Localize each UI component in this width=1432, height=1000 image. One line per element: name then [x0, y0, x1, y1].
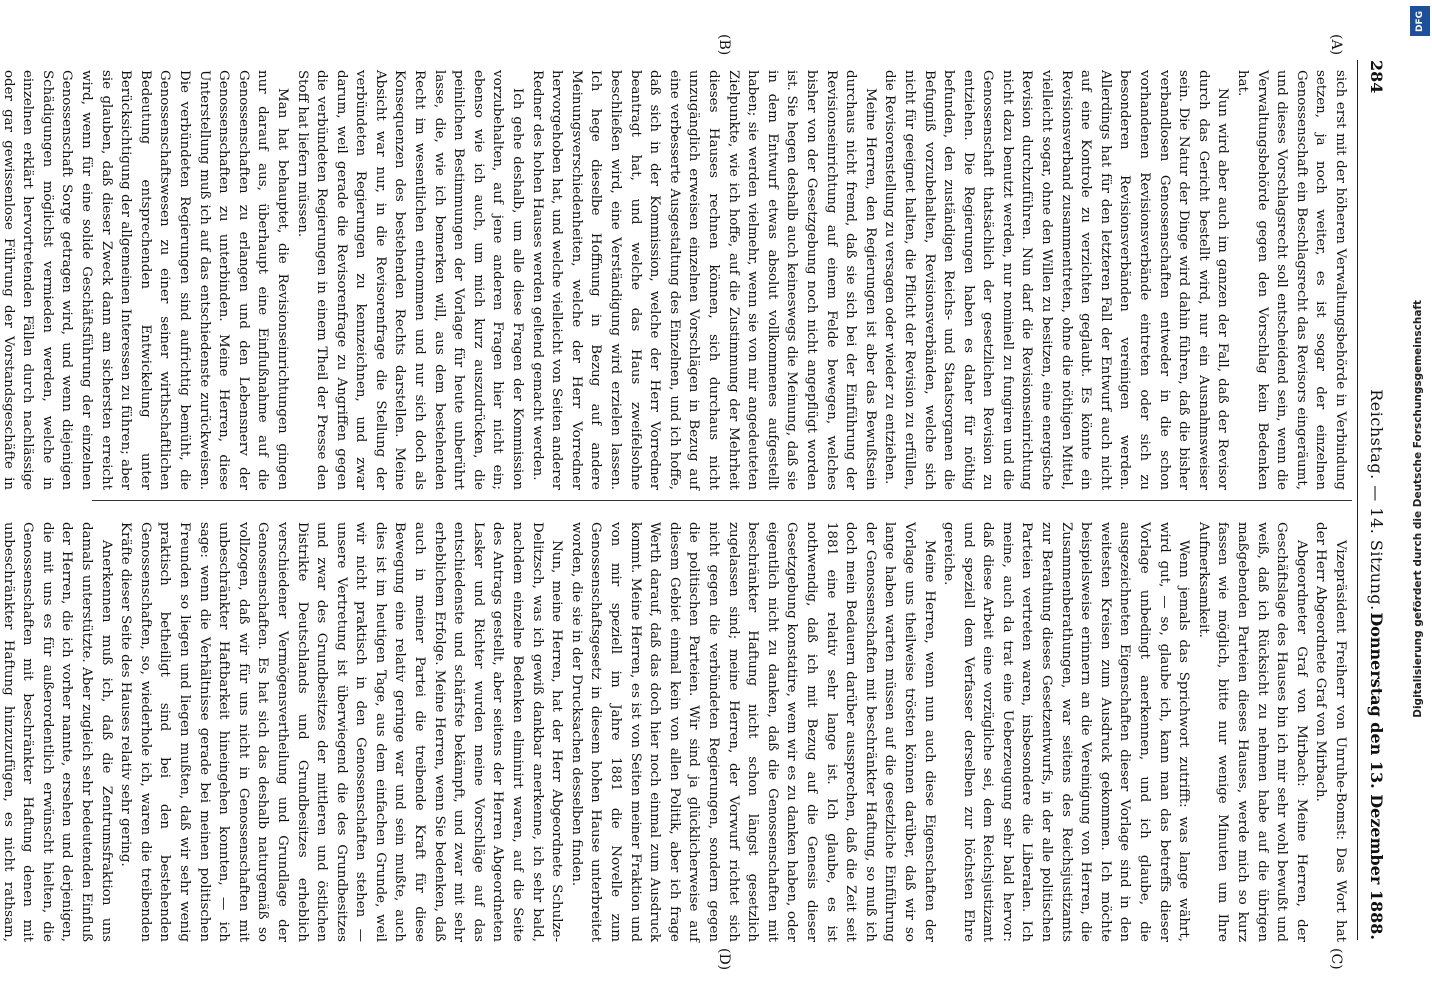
right-column — [0, 522, 1350, 942]
paragraph: Nun wird aber auch im ganzen der Fall, daß der Revisor durch das Gericht bestellt wird, nur ein Ausnahmsweiser sein. Die Natur der Dinge wird dahin führen, daß die bisher verbandlosen Genossenschaften entweder in die schon vorhandenen Revisionsverbände eintreten oder sich zu besonderen Revisionsverbänden vereinigen werden. Allerdings hat für den letzteren Fall der Entwurf auch nicht auf eine Kontrole zu verzichten geglaubt. Es könnte ein Revisionsverband zusammentreten, ohne die nöthigen Mittel, vielleicht sogar, ohne den Willen zu besitzen, eine energische Revision durchzuführen. Nun darf die Revisionseinrichtung nicht dazu benutzt werden, nur nominell zu fungiren und die Genossenschaft thatsächlich der gesetzlichen Revision zu entziehen. Die Regierungen haben es daher für nöthig befunden, den zuständigen Reichs- und Staatsorganen die Befugniß vorzubehalten, Revisionsverbänden, welche sich nicht für geeignet halten, die Pflicht der Revision zu erfüllen, die Revisorenstellung zu versagen oder wieder zu entziehen. — [882, 70, 1231, 490]
margin-marker-b: (B) — [716, 34, 732, 56]
paragraph: Nun, meine Herren, hat der Herr Abgeordnete Schulze-Delitzsch, was ich gewiß dankbar anerkenne, ich sehr bald, nachdem einzelne Bedenken eliminirt waren, auf die Seite des Antrags gestellt, aber seitens der Herren Abgeordneten Lasker und Richter wurden meine Vorschläge auf das entschiedenste und schärfste bekämpft, und zwar mit sehr erheblichem Erfolge. Meine Herren, wenn Sie bedenken, daß auch in meiner Partei die treibende Kraft für diese Bewegung eine relativ geringe war und sein mußte, auch dies ist im heutigen Tage, aus dem einfachen Grunde, weil wir nicht praktisch in den Genossenschaften stehen — unsere Vertretung ist überwiegend die des Grundbesitzes und zwar des Grundbesitzes der mittleren und östlichen Distrikte Deutschlands und Grundbesitzes erheblich verschiedener Vermögensvertheilung und Grundlage der Genossenschaften. Es hat sich das deshalb naturgemäß so vollzogen, daß wir für uns nicht in Genossenschaften mit unbeschränkter Haftbarkeit hineingehen konnten, — ich sage: wenn die Verhältnisse gerade bei meinen politischen Freunden so liegen und liegen mußten, daß wir sehr wenig praktisch betheiligt sind bei den bestehenden Genossenschaften, so, wiederhole ich, waren die treibenden Kräfte dieser Seite des Hauses relativ sehr gering. — [118, 522, 565, 942]
left-column — [0, 70, 1350, 490]
paragraph: Vizepräsident Freiherr von Unruhe-Bomst: Das Wort hat der Herr Abgeordnete Graf von Mirbach. — [1313, 522, 1348, 942]
paragraph: Abgeordneter Graf von Mirbach: Meine Herren, der Geschäftslage des Hauses bin ich mir sehr wohl bewußt und weiß, daß ich Rücksicht zu nehmen habe auf die übrigen maßgebenden Parteien dieses Hauses, werde mich so kurz fassen wie möglich, bitte nur wenige Minuten um Ihre Aufmerksamkeit. — [1195, 522, 1309, 942]
digitization-credit-text: Digitalisierung gefördert durch die Deutsche Forschungsgemeinschaft — [1412, 300, 1424, 718]
paragraph: Meine Herren, den Regierungen ist aber das Bewußtsein durchaus nicht fremd, daß sie sich bei der Einführung der Revisionseinrichtung auf einem Felde bewegen, welches bisher von der Gesetzgebung noch nicht angepflügt worden ist. Sie hegen deshalb auch keineswegs die Meinung, daß sie in dem Entwurf etwas absolut vollkommenes aufgestellt haben; sie werden vielmehr, wenn sie von mir angedeuteten Zielpunkte, wie ich hoffe, auf die Zustimmung der Mehrheit dieses Hauses rechnen können, sich durchaus nicht unzugänglich erweisen einzelnen Vorschlägen in Bezug auf eine verbesserte Ausgestaltung des Einzelnen, und ich hoffe, daß sich in der Kommission, welche der Herr Vorredner beantragt hat, und welche das Haus zweifelsohne beschließen wird, eine Verständigung wird erzielen lassen. Ich hege dieselbe Hoffnung in Bezug auf andere Meinungsverschiedenheiten, welche der Herr Vorredner hervorgehoben hat, und welche vielleicht von Seiten anderer Redner des hohen Hauses werden geltend gemacht werden. — [529, 70, 878, 490]
page-title: Reichstag. — 14. Sitzung. — [1367, 389, 1386, 611]
margin-marker-a: (A) — [1328, 34, 1344, 56]
dfg-logo-icon: DFG — [1410, 6, 1430, 36]
page-date: Donnerstag den 13. Dezember 1888. — [1367, 612, 1386, 940]
paragraph: Ich gehe deshalb, um alle diese Fragen der Kommission vorzubehalten, auf jene anderen Fragen hier nicht ein; ebenso wie ich auch, um mich kurz auszudrücken, die peinlichen Bestimmungen der Vorlage für heute unberührt lasse, die, wie ich bemerken will, aus dem bestehenden Recht im wesentlichen entnommen und nur sich doch als Konsequenzen des bestehenden Rechts darstellen. Meine Absicht war nur, in die Revisorenfrage die Stellung der verbündeten Regierungen zu kennzeichnen, und zwar darum, weil gerade die Revisorenfrage zu Angriffen gegen die verbündeten Regierungen in einem Theil der Presse den Stoff hat liefern müssen. — [294, 70, 526, 490]
paragraph: Meine Herren, wenn nun auch diese Eigenschaften der Vorlage uns theilweise trösten können darüber, daß wir so lange haben warten müssen auf die gesetzliche Einführung der Genossenschaften mit beschränkter Haftung, so muß ich doch mein Bedauern darüber aussprechen, daß die Zeit seit 1881 eine relativ sehr lange ist. Ich glaube, es ist nothwendig, daß ich mit Bezug auf die Genesis dieser Gesetzgebung konstatire, wem wir es zu danken haben, oder eigentlich nicht zu danken, daß die Genossenschaften mit beschränkter Haftung nicht schon längst gesetzlich zugelassen sind; meine Herren, der Vorwurf richtet sich nicht gegen die verbündeten Regierungen, sondern gegen die politischen Parteien. Wir sind ja glücklicherweise auf diesem Gebiet einmal kein von allen Politik, aber ich frage Werth darauf, daß das doch hier noch einmal zum Ausdruck kommt. Meine Herren, es ist von Seiten meiner Fraktion und von mir speziell im Jahre 1881 die Novelle zum Genossenschaftsgesetz in diesem hohen Hause unterbreitet worden, die sie in der Drucksachen desselben finden. — [568, 522, 937, 942]
paragraph: Man hat behauptet, die Revisionseinrichtungen gingen nur darauf aus, überhaupt eine Einflußnahme auf die Genossenschaften zu erlangen und den Lebensnerv der Genossenschaften zu unterbinden. Meine Herren, diese Unterstellung muß ich auf das entschiedenste zurückweisen. Die verbündeten Regierungen sind aufrichtig bemüht, die Genossenschaftswesen zu einer seiner wirthschaftlichen Bedeutung entsprechenden Entwickelung unter Berücksichtigung der allgemeinen Interessen zu führen; aber sie glauben, daß dieser Zweck dann am sichersten erreicht wird, wenn für eine solide Geschäftsführung der einzelnen Genossenschaft Sorge getragen wird, und wenn diejenigen Schädigungen möglichst vermieden werden, welche in einzelnen erklärt hervortretenden Fällen durch nachlässige oder gar gewissenlose Führung der Vorstandsgeschäfte in — [0, 70, 290, 490]
margin-marker-c: (C) — [1328, 948, 1344, 970]
paragraph: sich erst mit der höheren Verwaltungsbehörde in Verbindung setzen, ja noch weiter, es ist sogar der einzelnen Genossenschaft ein Beschlagsrecht das Revisors eingeräumt, und dieses Vorschlagsrecht soll entscheidend sein, wenn die Verwaltungsbehörde gegen den Vorschlag kein Bedenken hat. — [1235, 70, 1348, 490]
digitization-credit-bar — [1408, 0, 1432, 1000]
page-header — [1360, 60, 1386, 940]
margin-marker-d: (D) — [716, 948, 732, 971]
paragraph: Anerkennen muß ich, daß die Zentrumsfraktion uns damals unterstützte. Aber zugleich sehr bedeutenden Einfluß der Herren, die ich vorher nannte, ersehen und derjenigen, die mit uns es für außerordentlich erwünscht hielten, die Genossenschaften mit beschränkter Haftung denen mit unbeschränkter Haftung hinzuzufügen, es nicht rathsam, — [0, 522, 114, 942]
column-divider — [92, 500, 1352, 501]
paragraph: Wenn jemals das Sprichwort zutrifft: was lange währt, wird gut, — so, glaube ich, kann man das betreffs dieser Vorlage unbedingt anerkennen, und ich glaube, die ausgezeichneten Eigenschaften dieser Vorlage sind in den weitesten Kreisen zum Ausdruck gekommen. Ich möchte beispielsweise erinnern an die Vereinigung von Herren, die Zusammenberathungen, war seitens des Reichsjustizamts zur Berathung dieses Gesetzentwurfs, in der alle politischen Parteien vertreten waren, insbesondere die Liberalen. Ich meine, auch da trat eine Ueberzeugung sehr bald hervor: daß diese Arbeit eine vorzügliche sei, dem Reichsjustizamt und speziell dem Verfasser derselben zur höchsten Ehre gereiche. — [941, 522, 1192, 942]
page-number: 284 — [1367, 60, 1386, 94]
header-rule — [1357, 60, 1358, 940]
